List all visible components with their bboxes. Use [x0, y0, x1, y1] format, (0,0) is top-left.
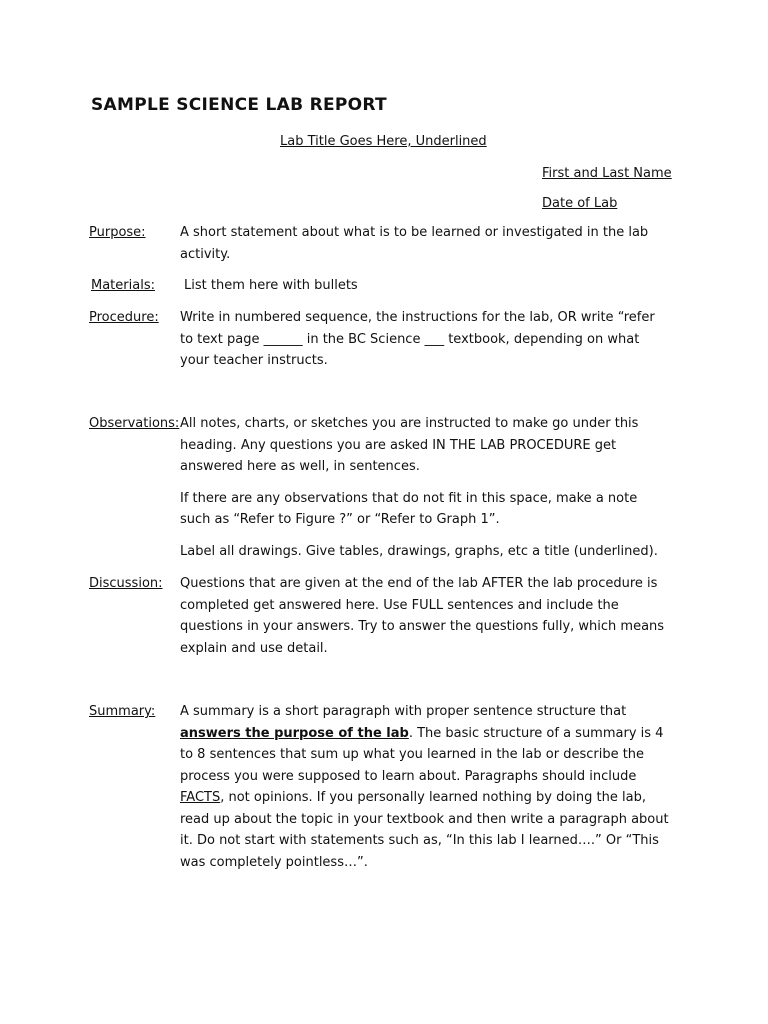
materials-label: Materials:: [91, 278, 155, 293]
lab-title-placeholder: Lab Title Goes Here, Underlined: [280, 134, 487, 149]
summary-body: [180, 701, 670, 873]
materials-text: List them here with bullets: [184, 278, 358, 293]
summary-facts: FACTS: [180, 790, 221, 805]
discussion-label: Discussion:: [89, 576, 163, 591]
summary-emphasis: answers the purpose of the lab: [180, 725, 409, 741]
summary-mid: . The basic structure of a summary is 4 to 8 sentences that sum up what you learned in the lab or describe the process you were supposed to learn about. Paragraphs should include: [180, 725, 664, 784]
procedure-text: Write in numbered sequence, the instructions for the lab, OR write “refer to text page ______ in the BC Science ___ textbook, depending on what your teacher instructs.: [180, 310, 655, 368]
purpose-label: Purpose:: [89, 225, 146, 240]
summary-end: , not opinions. If you personally learned nothing by doing the lab, read up about the topic in your textbook and then write a paragraph about it. Do not start with statements such as, “In this lab I learned….” Or “This was completely pointless…”.: [180, 790, 669, 870]
observations-paragraph-2: If there are any observations that do not fit in this space, make a note such as “Refer to Figure ?” or “Refer to Graph 1”.: [180, 490, 638, 527]
summary-label: Summary:: [89, 704, 156, 719]
observations-paragraph-1: All notes, charts, or sketches you are instructed to make go under this heading. Any questions you are asked IN THE LAB PROCEDURE get answered here as well, in sentences.: [180, 416, 639, 474]
purpose-text: A short statement about what is to be learned or investigated in the lab activity.: [180, 225, 649, 262]
observations-paragraph-3: Label all drawings. Give tables, drawings, graphs, etc a title (underlined).: [180, 543, 658, 559]
procedure-label: Procedure:: [89, 310, 159, 325]
summary-intro: A summary is a short paragraph with proper sentence structure that: [180, 704, 627, 719]
observations-body: [180, 413, 670, 562]
name-placeholder: First and Last Name: [542, 166, 672, 181]
document-title: SAMPLE SCIENCE LAB REPORT: [91, 95, 387, 115]
discussion-text: Questions that are given at the end of the lab AFTER the lab procedure is completed get answered here. Use FULL sentences and include the questions in your answers. Try to answer the questions fully, which means explain and use detail.: [180, 576, 665, 656]
observations-label: Observations:: [89, 416, 180, 431]
date-placeholder: Date of Lab: [542, 196, 618, 211]
